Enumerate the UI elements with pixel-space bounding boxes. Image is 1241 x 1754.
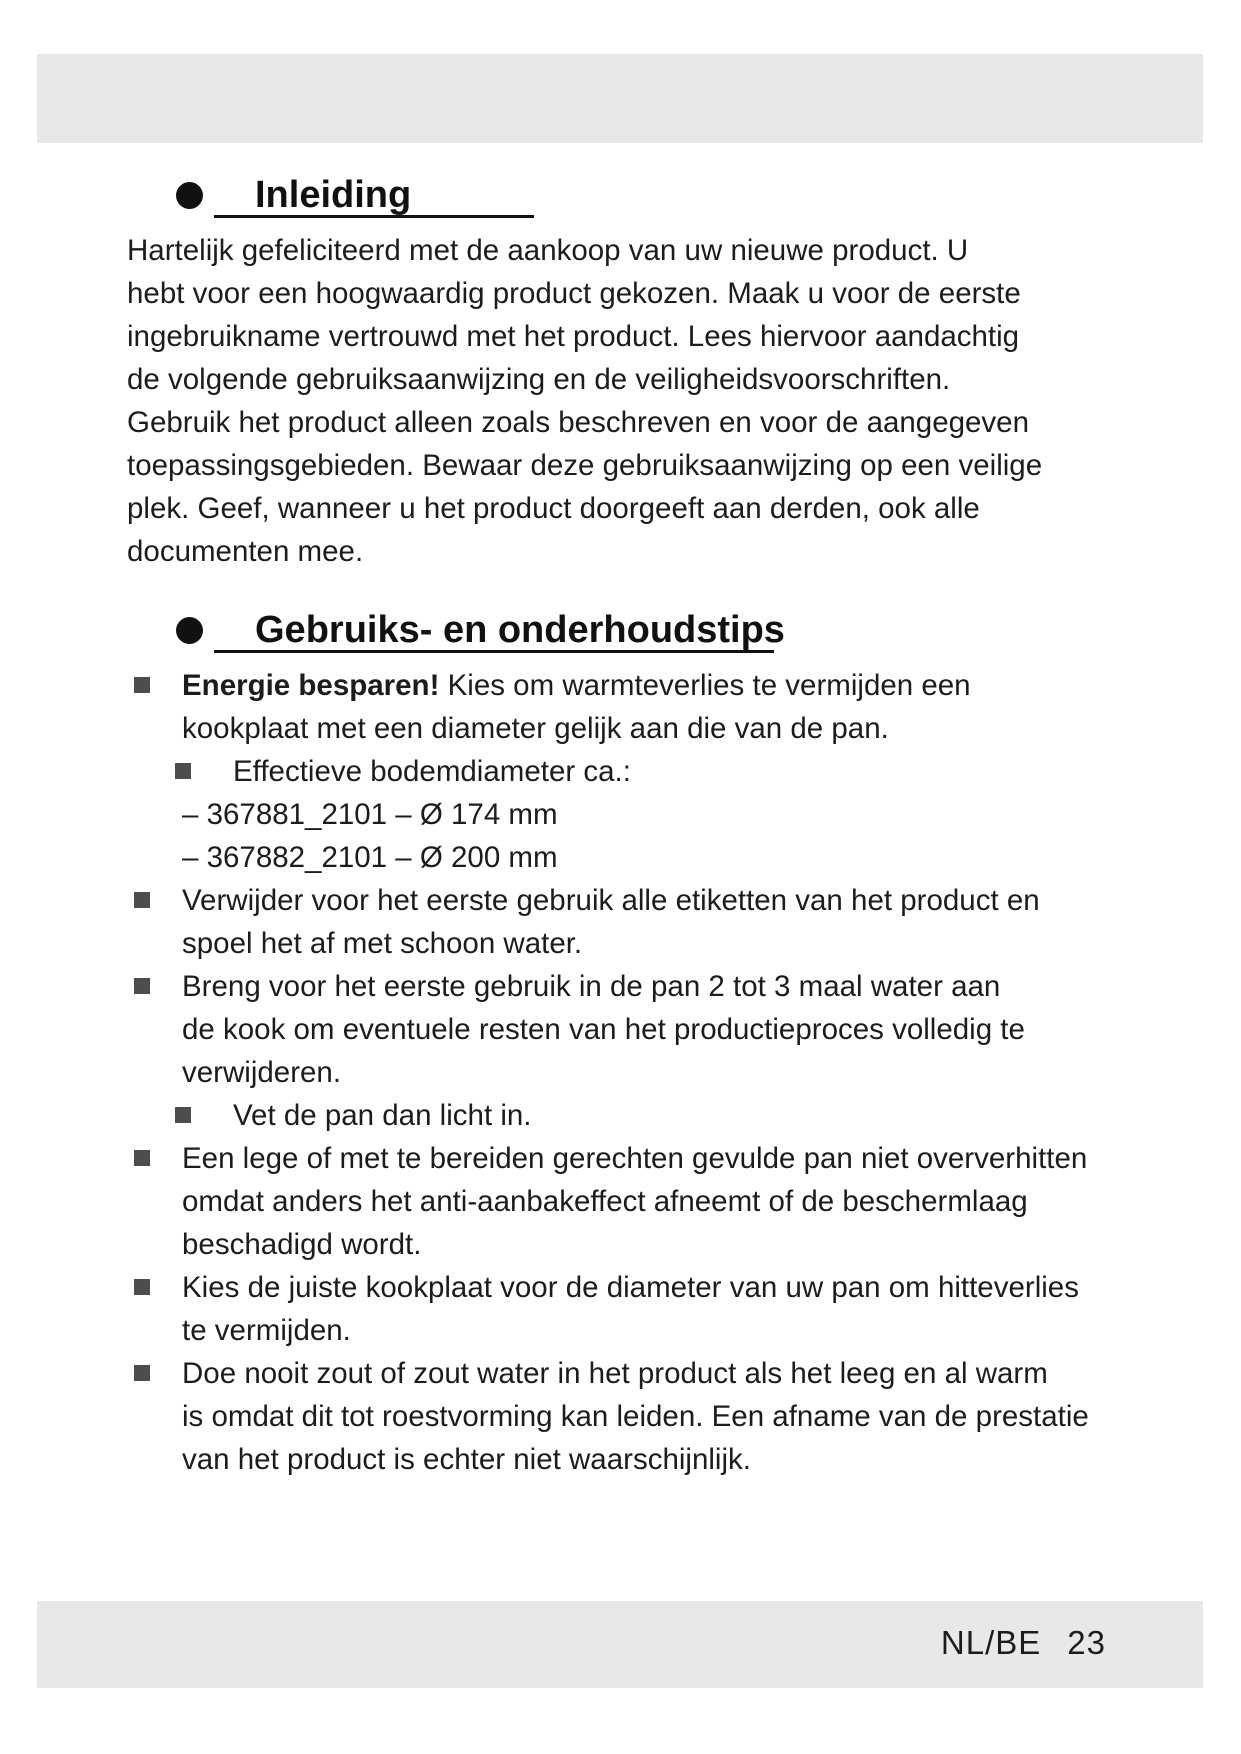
- section-title: Inleiding: [255, 173, 412, 216]
- intro-line: de volgende gebruiksaanwijzing en de veiligheidsvoorschriften.: [127, 363, 951, 396]
- tip-line: Verwijder voor het eerste gebruik alle etiketten van het product en: [182, 884, 1040, 917]
- tip-line: van het product is echter niet waarschijnlijk.: [182, 1443, 751, 1476]
- tip-line: de kook om eventuele resten van het productieproces volledig te: [182, 1013, 1025, 1046]
- tip-line: verwijderen.: [182, 1056, 342, 1089]
- intro-paragraph: [127, 229, 1127, 573]
- intro-line: Hartelijk gefeliciteerd met de aankoop van uw nieuwe product. U: [127, 234, 969, 267]
- tip-text: Kies om warmteverlies te vermijden een: [439, 669, 971, 702]
- tip-line: Een lege of met te bereiden gerechten gevulde pan niet oververhitten: [182, 1142, 1088, 1175]
- dash-item: – 367881_2101 – Ø 174 mm: [182, 798, 558, 831]
- tip-line: spoel het af met schoon water.: [182, 927, 583, 960]
- heading-underline: [214, 215, 534, 218]
- intro-line: toepassingsgebieden. Bewaar deze gebruiksaanwijzing op een veilige: [127, 449, 1043, 482]
- heading-tips: [176, 605, 785, 655]
- section-title: Gebruiks- en onderhoudstips: [255, 608, 785, 651]
- square-bullet-icon: [175, 763, 191, 779]
- tip-line: kookplaat met een diameter gelijk aan die van de pan.: [182, 712, 889, 745]
- dash-item: – 367882_2101 – Ø 200 mm: [182, 841, 558, 874]
- tip-line: Doe nooit zout of zout water in het product als het leeg en al warm: [182, 1357, 1048, 1390]
- tip-line: omdat anders het anti-aanbakeffect afneemt of de beschermlaag: [182, 1185, 1028, 1218]
- intro-line: hebt voor een hoogwaardig product gekozen. Maak u voor de eerste: [127, 277, 1021, 310]
- tip-line: [182, 664, 971, 707]
- square-bullet-icon: [134, 978, 150, 994]
- page-number: 23: [1067, 1624, 1106, 1661]
- tip-emphasis: Energie besparen!: [182, 669, 440, 702]
- tip-line: is omdat dit tot roestvorming kan leiden. Een afname van de prestatie: [182, 1400, 1089, 1433]
- tip-line: beschadigd wordt.: [182, 1228, 422, 1261]
- heading-underline: [214, 650, 774, 653]
- sub-item: Effectieve bodemdiameter ca.:: [233, 755, 631, 788]
- tip-line: Breng voor het eerste gebruik in de pan 2 tot 3 maal water aan: [182, 970, 1001, 1003]
- sub-item: Vet de pan dan licht in.: [233, 1099, 532, 1132]
- heading-inleiding: [176, 170, 411, 220]
- page-footer: [941, 1624, 1106, 1662]
- bullet-dot-icon: [176, 617, 203, 644]
- intro-line: documenten mee.: [127, 535, 364, 568]
- square-bullet-icon: [134, 677, 150, 693]
- intro-line: ingebruikname vertrouwd met het product. Lees hiervoor aandachtig: [127, 320, 1020, 353]
- header-band: [37, 54, 1203, 143]
- locale-label: NL/BE: [940, 1624, 1042, 1661]
- intro-line: Gebruik het product alleen zoals beschreven en voor de aangegeven: [127, 406, 1029, 439]
- square-bullet-icon: [134, 892, 150, 908]
- tip-line: Kies de juiste kookplaat voor de diameter van uw pan om hitteverlies: [182, 1271, 1079, 1304]
- square-bullet-icon: [134, 1365, 150, 1381]
- tip-line: te vermijden.: [182, 1314, 351, 1347]
- square-bullet-icon: [175, 1107, 191, 1123]
- intro-line: plek. Geef, wanneer u het product doorgeeft aan derden, ook alle: [127, 492, 980, 525]
- bullet-dot-icon: [176, 182, 203, 209]
- square-bullet-icon: [134, 1279, 150, 1295]
- square-bullet-icon: [134, 1150, 150, 1166]
